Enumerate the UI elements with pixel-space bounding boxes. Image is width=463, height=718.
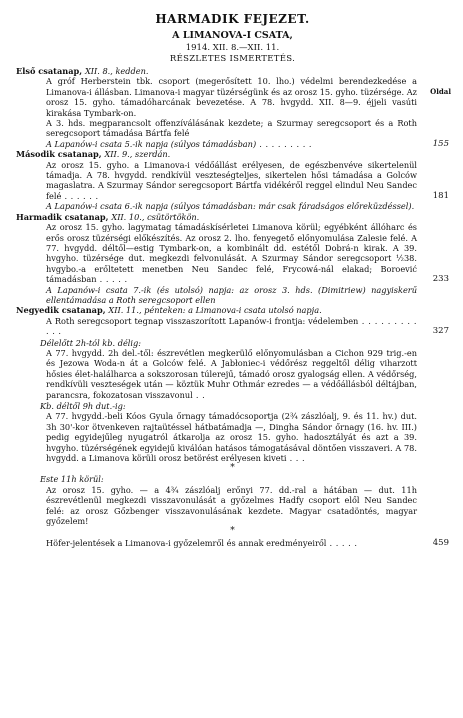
day-paragraph: Az orosz 15. gyho. a Limanova-i védőállást erélyesen, de egészbenvéve sikertelenül támadja. A 78. hvgydd. rendkívül veszteségteljes, sikertelen hősi támadása a Golców magaslatra. A Szurmay Sándor seregcsoport Bártfa vidékéről reggel elindul Neu Sandec felé . . . . . . 181 <box>46 159 449 201</box>
day-paragraph: A Lapanów-i csata 7.-ik (és utolsó) napja: az orosz 3. hds. (Dimitriew) nagyiskerű ellentámadása a Roth seregcsoport ellen <box>46 284 417 305</box>
time-subheading: Kb. déltől 9h dut.-ig: <box>40 401 126 411</box>
day-heading: Második csatanap, XII. 9., szerdán. <box>16 149 171 160</box>
day-paragraph: A Lapanów-i csata 5.-ik napja (súlyos támadásban) . . . . . . . . . 155 <box>46 138 449 149</box>
battle-dates: 1914. XII. 8.—XII. 11. <box>185 43 280 53</box>
time-subheading: Este 11h körül: <box>40 474 104 485</box>
day-4 <box>16 305 449 549</box>
time-paragraph: A 77. hvgydd. 2h del.-től: észrevétlen megkerülő előnyomulásban a Cichon 929 trig.-en és Jezowa Woda-n át a Golców felé. A Jabłoniec-i védőrész reggeltől délig viharzott hősies élet-halálharca a sokszorosan túlerejű, támadó orosz gyalogság ellen. A védőrség, rendkívüli veszteségek után — köztük Muhr Othmár ezredes — a védőállásból déltájban, parancsra, fokozatosan visszavonul . . <box>46 347 417 400</box>
chapter-title: HARMADIK FEJEZET. <box>155 12 310 26</box>
page-column-label: Oldal <box>430 87 451 96</box>
page-number: 233 <box>432 274 449 285</box>
day-1 <box>16 66 449 149</box>
section-heading: RÉSZLETES ISMERTETÉS. <box>169 54 296 64</box>
time-paragraph: Az orosz 15. gyho. — a 4¾ zászlóalj erőnyi 77. dd.-ral a hátában — dut. 11h észrevétlenül megkezdi visszavonulását a győzelmes Hadfy csoport elől Neu Sandec felé: az orosz Gőzbenger visszavonulásának kezdete. Magyar csatadöntés, magyar győzelem! <box>46 484 417 527</box>
star-separator: * <box>230 526 235 537</box>
day-2 <box>16 149 449 211</box>
battle-title: A LIMANOVA-I CSATA, <box>172 30 293 41</box>
day-paragraph: A 3. hds. megparancsolt offenzíválásának kezdete; a Szurmay seregcsoport és a Roth seregcsoport támadása Bártfa felé <box>46 118 417 139</box>
time-paragraph: A 77. hvgydd.-beli Kóos Gyula őrnagy támadócsoportja (2¾ zászlóalj, 9. és 11. hv.) dut. 3h 30'-kor ötvenkeven rajtaütéssel hátbatámadja —, Dingha Sándor őrnagy (16. hv. III.) pedig egyidejűleg nyugatról átkarolja az orosz 15. gyho. hadosztályát és azt a 39. hvgyho. tüzérségének egyidejű kiválóan hatásos támogatásával döntően visszaveri. A 78. hvgydd. a Limanova körüli orosz betörést erélyesen kiveti . . . <box>46 411 417 464</box>
page-number: 459 <box>432 538 449 549</box>
day-paragraph: A gróf Herberstein tbk. csoport (megerősített 10. lho.) védelmi berendezkedése a Limanova-i állásban. Limanova-i magyar tüzérségünk és az orosz 15. gyho. tüzérsége. Az orosz 15. gyho. támadóharcának bevezetése. A 78. hvgydd. XII. 8—9. éjjeli vasúti kirakása Tymbark-on. <box>46 76 417 118</box>
day-heading: Első csatanap, XII. 8., kedden. <box>16 66 149 76</box>
time-subheading: Délelőtt 2h-tól kb. délig: <box>40 337 142 348</box>
day-paragraph: Az orosz 15. gyho. lagymatag támadáskísérletei Limanova körül; egyébként állóharc és erős orosz tüzérségi előkészítés. Az orosz 2. lho. fenyegető előnyomulása Zalesie felé. A 77. hvgydd. déltől—estig Tymbark-on, a kombinált dd. estétől Dobrá-n kirak. A 39. hvgyho. tüzérsége dut. megkezdi felvonulását. A Szurmay Sándor seregcsoport ½38. hvgybo.-a erőltetett menetben Neu Sandec felé, Frycowá-nál elakad; Boroević támadásban . . . . . 233 <box>46 222 449 285</box>
page-number: 155 <box>432 138 449 149</box>
day-3 <box>16 212 449 306</box>
star-separator: * <box>230 463 235 474</box>
page-number: 327 <box>432 326 449 337</box>
day-heading: Negyedik csatanap, XII. 11., pénteken: a Limanova-i csata utolsó napja. <box>16 305 322 316</box>
day-paragraph: A Roth seregcsoport tegnap visszaszorított Lapanów-i frontja: védelemben . . . . . . . . . . . . 327 <box>46 315 449 337</box>
page-number: 181 <box>432 190 449 201</box>
day-paragraph: A Lapanów-i csata 6.-ik napja (súlyos támadásban: már csak fáradságos előreküzdéssel). <box>46 201 415 212</box>
final-entry: Höfer-jelentések a Limanova-i győzelemről és annak eredményeiről . . . . . 459 <box>46 538 449 549</box>
day-heading: Harmadik csatanap, XII. 10., csütörtökön. <box>16 211 200 222</box>
